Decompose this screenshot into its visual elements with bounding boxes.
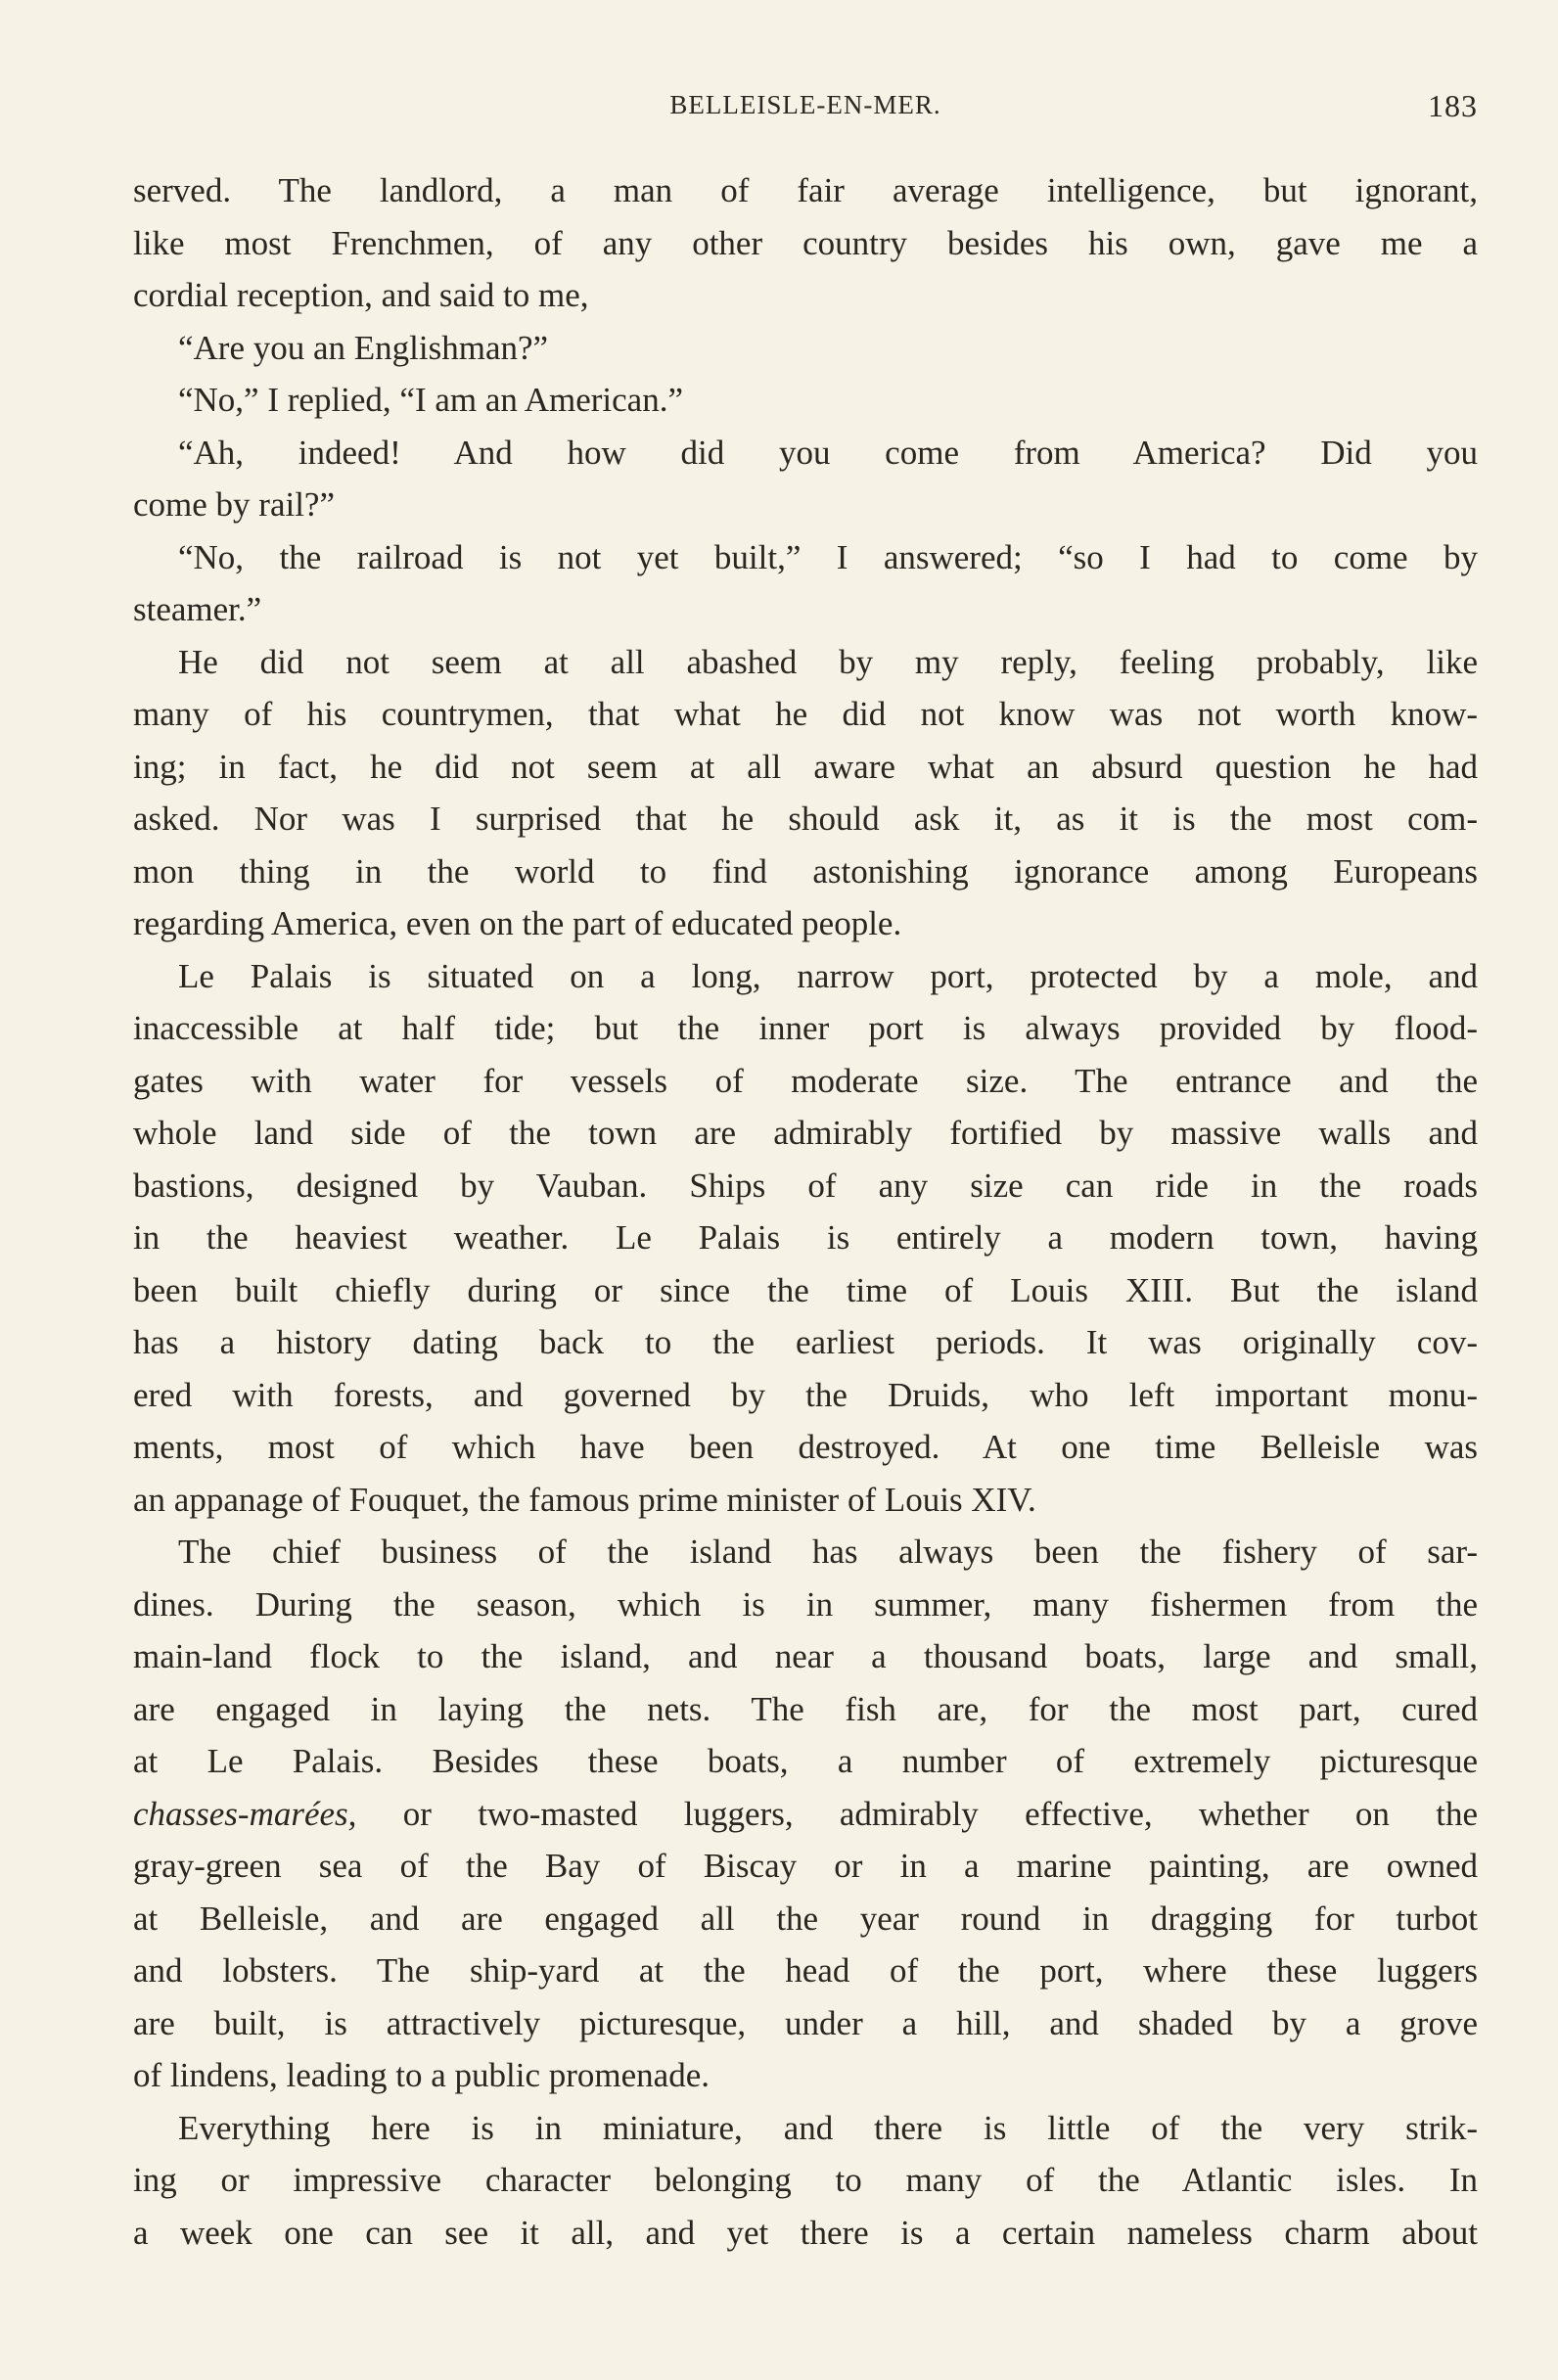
- text-line: been built chiefly during or since the time of Louis XIII. But the island: [133, 1270, 1478, 1309]
- text-line: main-land flock to the island, and near a thousand boats, large and small,: [133, 1637, 1478, 1675]
- text-line: many of his countrymen, that what he did not know was not worth know-: [133, 695, 1478, 733]
- text-line-remainder: or two-masted luggers, admirably effective, whether on the: [402, 1794, 1478, 1833]
- text-line: cordial reception, and said to me,: [133, 276, 589, 314]
- text-line: Everything here is in miniature, and there is little of the very strik-: [178, 2108, 1478, 2147]
- text-line: dines. During the season, which is in summer, many fishermen from the: [133, 1584, 1478, 1624]
- text-line: bastions, designed by Vauban. Ships of any size can ride in the roads: [133, 1166, 1478, 1205]
- body-text: [133, 164, 1478, 2259]
- text-line: come by rail?”: [133, 485, 336, 524]
- text-line: like most Frenchmen, of any other country besides his own, gave me a: [133, 223, 1478, 262]
- text-line: and lobsters. The ship-yard at the head of the port, where these luggers: [133, 1951, 1478, 1990]
- text-line: at Belleisle, and are engaged all the year round in dragging for turbot: [133, 1899, 1478, 1938]
- text-line: a week one can see it all, and yet there is a certain nameless charm about: [133, 2213, 1478, 2252]
- text-line: mon thing in the world to find astonishing ignorance among Europeans: [133, 851, 1478, 891]
- text-line: whole land side of the town are admirably fortified by massive walls and: [133, 1114, 1478, 1152]
- text-line: regarding America, even on the part of educated people.: [133, 904, 902, 942]
- text-line: at Le Palais. Besides these boats, a number of extremely picturesque: [133, 1742, 1478, 1780]
- text-line: “Are you an Englishman?”: [178, 328, 549, 367]
- text-line-with-italic: [133, 1788, 1478, 1841]
- italic-phrase: chasses-marées,: [133, 1794, 357, 1833]
- text-line: gates with water for vessels of moderate size. The entrance and the: [133, 1061, 1478, 1100]
- text-line: are engaged in laying the nets. The fish are, for the most part, cured: [133, 1689, 1478, 1728]
- text-line: has a history dating back to the earliest periods. It was originally cov-: [133, 1323, 1478, 1361]
- text-line: inaccessible at half tide; but the inner port is always provided by flood-: [133, 1009, 1478, 1047]
- text-line: an appanage of Fouquet, the famous prime minister of Louis XIV.: [133, 1480, 1036, 1519]
- page-header: [131, 90, 1480, 129]
- page-number: 183: [1428, 88, 1478, 123]
- text-line: in the heaviest weather. Le Palais is entirely a modern town, having: [133, 1218, 1478, 1257]
- running-title: BELLEISLE-EN-MER.: [669, 90, 941, 119]
- text-line: “No, the railroad is not yet built,” I answered; “so I had to come by: [178, 537, 1478, 576]
- text-line: ments, most of which have been destroyed. At one time Belleisle was: [133, 1428, 1478, 1466]
- text-line: Le Palais is situated on a long, narrow port, protected by a mole, and: [178, 956, 1478, 995]
- text-line: ing or impressive character belonging to many of the Atlantic isles. In: [133, 2161, 1478, 2199]
- text-line: “Ah, indeed! And how did you come from America? Did you: [178, 433, 1478, 472]
- text-line: ered with forests, and governed by the Druids, who left important monu-: [133, 1375, 1478, 1414]
- text-line: steamer.”: [133, 590, 262, 628]
- text-line: He did not seem at all abashed by my reply, feeling probably, like: [178, 642, 1478, 681]
- text-line: The chief business of the island has always been the fishery of sar-: [178, 1533, 1478, 1571]
- text-line: “No,” I replied, “I am an American.”: [178, 381, 683, 419]
- text-line: asked. Nor was I surprised that he should ask it, as it is the most com-: [133, 800, 1478, 838]
- text-line: served. The landlord, a man of fair average intelligence, but ignorant,: [133, 171, 1478, 209]
- text-line: of lindens, leading to a public promenade.: [133, 2056, 710, 2094]
- text-line: gray-green sea of the Bay of Biscay or in a marine painting, are owned: [133, 1847, 1478, 1885]
- text-line: are built, is attractively picturesque, under a hill, and shaded by a grove: [133, 2003, 1478, 2042]
- text-line: ing; in fact, he did not seem at all aware what an absurd question he had: [133, 747, 1478, 786]
